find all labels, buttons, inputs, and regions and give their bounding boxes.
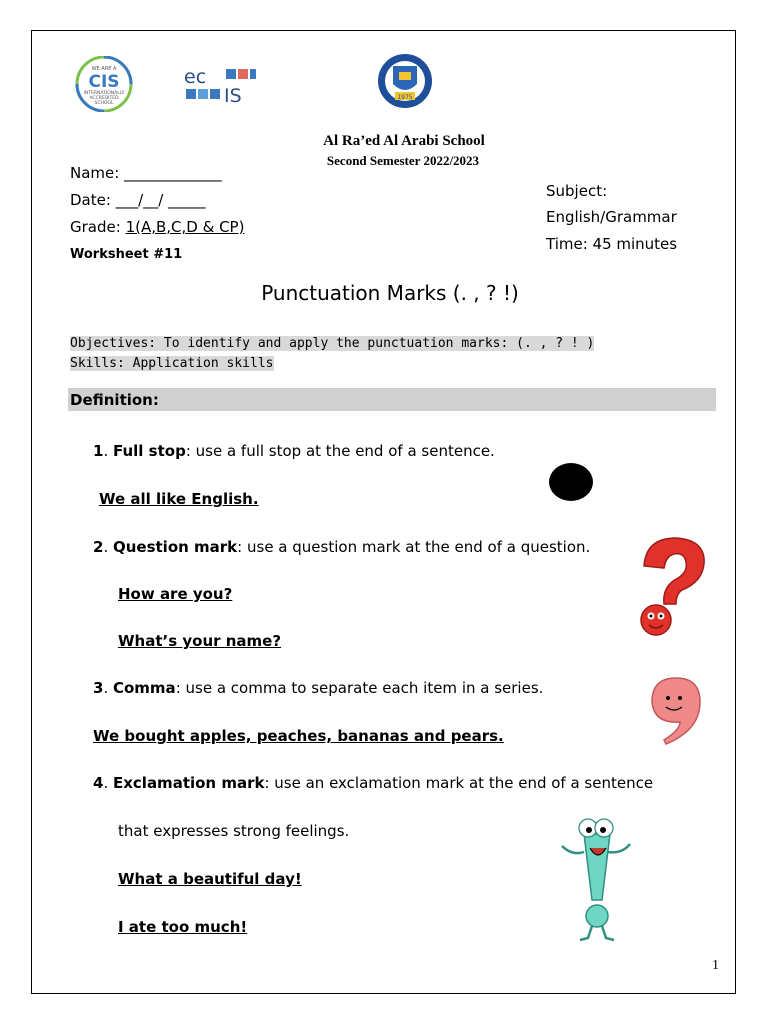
crest-year: 1975 <box>397 94 413 101</box>
subject-value: English/Grammar <box>546 208 677 226</box>
svg-text:ec: ec <box>184 66 207 88</box>
cis-main-text: CIS <box>88 72 120 92</box>
item-question-mark: 2. Question mark: use a question mark at the end of a question. <box>93 538 591 556</box>
time-label: Time: 45 minutes <box>546 235 678 253</box>
example-full-stop: We all like English. <box>99 490 259 508</box>
item-comma: 3. Comma: use a comma to separate each item in a series. <box>93 679 544 697</box>
semester: Second Semester 2022/2023 <box>326 153 480 168</box>
item-exclamation-mark: 4. Exclamation mark: use an exclamation mark at the end of a sentence <box>93 774 654 792</box>
comma-icon <box>648 674 704 746</box>
objectives: Objectives: To identify and apply the punctuation marks: (. , ? ! ) <box>70 336 595 351</box>
svg-text:INTERNATIONALLY: INTERNATIONALLY <box>83 91 125 96</box>
grade-value: 1(A,B,C,D & CP) <box>125 218 245 236</box>
svg-text:IS: IS <box>224 85 242 106</box>
page-number: 1 <box>712 958 719 973</box>
ecis-logo <box>184 66 260 106</box>
school-name: Al Ra’ed Al Arabi School <box>323 133 485 149</box>
term-question-mark: Question mark <box>112 538 238 556</box>
example-exclaim-2: I ate too much! <box>118 918 248 936</box>
term-full-stop: Full stop <box>112 442 186 460</box>
grade-label: Grade: <box>70 218 126 236</box>
definition-label: Definition: <box>70 391 159 409</box>
skills: Skills: Application skills <box>70 356 274 371</box>
school-crest <box>372 52 438 110</box>
cis-logo <box>68 56 172 112</box>
item-full-stop: 1. Full stop: use a full stop at the end of a sentence. <box>93 442 495 460</box>
example-comma: We bought apples, peaches, bananas and pears. <box>93 727 504 745</box>
svg-text:ACCREDITED: ACCREDITED <box>89 96 119 101</box>
full-stop-dot-icon <box>549 463 593 501</box>
name-field: Name: _____________ <box>70 164 222 182</box>
date-field: Date: ___/__/ _____ <box>70 191 206 209</box>
definition-bar <box>68 388 716 411</box>
svg-text:SCHOOL: SCHOOL <box>94 101 114 106</box>
term-comma: Comma <box>112 679 176 697</box>
page-title: Punctuation Marks (. , ? !) <box>261 281 519 305</box>
example-question-1: How are you? <box>118 585 233 603</box>
example-question-2: What’s your name? <box>118 632 282 650</box>
subject-label: Subject: <box>546 182 608 200</box>
worksheet-number: Worksheet #11 <box>70 247 183 262</box>
question-mark-icon <box>634 534 712 638</box>
item-exclamation-continued: that expresses strong feelings. <box>118 822 350 840</box>
example-exclaim-1: What a beautiful day! <box>118 870 302 888</box>
term-exclamation-mark: Exclamation mark <box>112 774 265 792</box>
exclamation-mark-icon <box>554 812 638 946</box>
grade-field <box>70 218 244 236</box>
cis-top-text: WE ARE A <box>91 66 117 72</box>
